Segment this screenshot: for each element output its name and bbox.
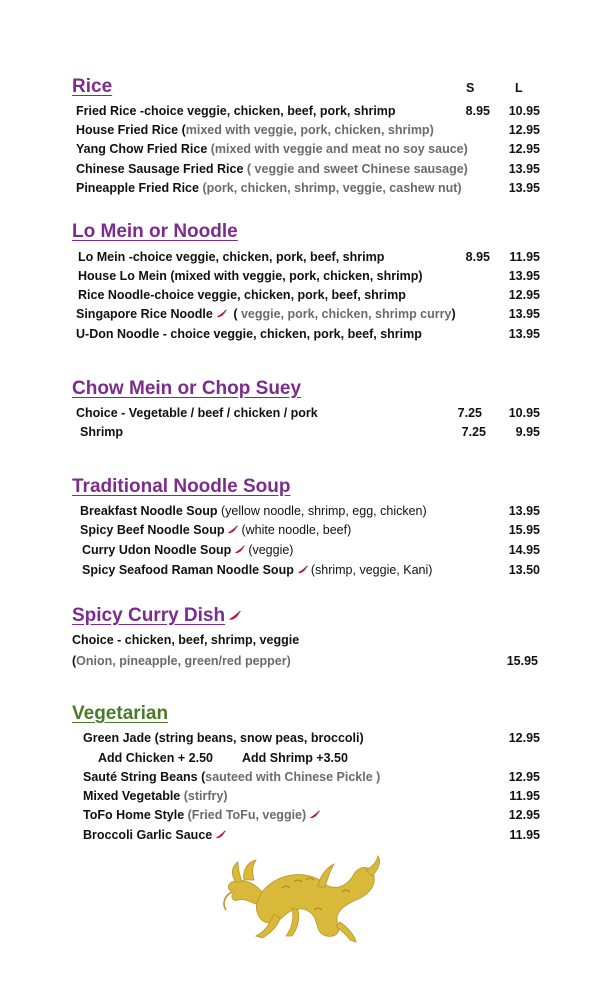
section-title-curry	[72, 605, 244, 627]
menu-item-name: Sauté String Beans (	[83, 770, 206, 784]
menu-item	[76, 123, 434, 137]
menu-item	[82, 543, 293, 557]
price-large: 12.95	[508, 123, 540, 137]
curry-desc	[72, 654, 291, 668]
column-header-large: L	[515, 81, 523, 95]
menu-item-desc: mixed with veggie, pork, chicken, shrimp)	[185, 123, 434, 137]
price-large: 13.95	[508, 162, 540, 176]
menu-item-name: Rice Noodle-choice veggie, chicken, pork, beef, shrimp	[78, 288, 406, 302]
chili-pepper-icon	[309, 810, 320, 820]
section-title-noodle-soup: Traditional Noodle Soup	[72, 476, 291, 497]
menu-item-name: Spicy Seafood Raman Noodle Soup	[82, 563, 294, 577]
menu-item-desc: (shrimp, veggie, Kani)	[310, 563, 433, 577]
menu-item-name: Singapore Rice Noodle	[76, 307, 213, 321]
menu-item-desc: (white noodle, beef)	[241, 523, 352, 537]
paren-close: )	[451, 307, 456, 321]
menu-item	[80, 523, 351, 537]
menu-item-name: Broccoli Garlic Sauce	[83, 828, 213, 842]
price-large: 15.95	[508, 523, 540, 537]
price-large: 13.95	[508, 269, 540, 283]
menu-item-desc: (yellow noodle, shrimp, egg, chicken)	[217, 504, 427, 518]
column-header-small: S	[466, 81, 475, 95]
menu-item-name: Mixed Vegetable	[83, 789, 181, 803]
menu-item-desc: (veggie)	[248, 543, 294, 557]
section-title-vegetarian: Vegetarian	[72, 703, 169, 724]
menu-item	[76, 162, 468, 176]
price-large: 12.95	[508, 142, 540, 156]
menu-item-name: Lo Mein -choice veggie, chicken, pork, beef, shrimp	[78, 250, 385, 264]
price-large: 10.95	[508, 406, 540, 420]
menu-item	[76, 307, 456, 321]
menu-item	[83, 770, 380, 784]
price-large: 9.95	[515, 425, 540, 439]
menu-item-desc: sauteed with Chinese Pickle )	[205, 770, 381, 784]
price-large: 11.95	[509, 789, 540, 803]
menu-item-name: House Fried Rice (	[76, 123, 186, 137]
section-title-text: Spicy Curry Dish	[72, 605, 226, 626]
menu-item-desc: (pork, chicken, shrimp, veggie, cashew nut)	[198, 181, 462, 195]
chili-pepper-icon	[228, 610, 241, 622]
price-large: 14.95	[508, 543, 540, 557]
price-large: 10.95	[508, 104, 540, 118]
menu-item-name: Curry Udon Noodle Soup	[82, 543, 232, 557]
menu-item-name: Spicy Beef Noodle Soup	[80, 523, 225, 537]
price-large: 11.95	[509, 828, 540, 842]
menu-item-name: Choice - Vegetable / beef / chicken / pork	[76, 406, 318, 420]
menu-item-desc: (Fried ToFu, veggie)	[184, 808, 307, 822]
menu-item-name: House Lo Mein (mixed with veggie, pork, chicken, shrimp)	[78, 269, 423, 283]
menu-item-desc: ( veggie and sweet Chinese sausage)	[243, 162, 468, 176]
price-small: 8.95	[465, 104, 490, 118]
paren-open: (	[229, 307, 238, 321]
price-large: 13.95	[508, 327, 540, 341]
price-large: 13.95	[508, 181, 540, 195]
price-large: 12.95	[508, 770, 540, 784]
menu-item	[76, 181, 462, 195]
menu-item-desc: Onion, pineapple, green/red pepper)	[76, 654, 291, 668]
menu-item	[80, 504, 427, 518]
menu-item	[76, 142, 468, 156]
menu-item	[83, 789, 228, 803]
chili-pepper-icon	[216, 309, 227, 319]
chili-pepper-icon	[297, 565, 308, 575]
price-large: 13.95	[508, 307, 540, 321]
menu-item	[83, 828, 229, 842]
price-large: 13.50	[508, 563, 540, 577]
section-title-chow-mein: Chow Mein or Chop Suey	[72, 378, 302, 399]
menu-item-name: U-Don Noodle - choice veggie, chicken, pork, beef, shrimp	[76, 327, 422, 341]
menu-item-desc: veggie, pork, chicken, shrimp curry	[237, 307, 452, 321]
menu-item-name: Breakfast Noodle Soup	[80, 504, 218, 518]
price-large: 12.95	[508, 808, 540, 822]
menu-item-name: Green Jade (string beans, snow peas, broccoli)	[83, 731, 364, 745]
golden-dragon-icon	[222, 852, 382, 944]
price-small: 7.25	[461, 425, 486, 439]
price-large: 12.95	[508, 288, 540, 302]
menu-item	[82, 563, 432, 577]
section-title-rice: Rice	[72, 76, 113, 97]
menu-item-name: Fried Rice -choice veggie, chicken, beef, pork, shrimp	[76, 104, 396, 118]
price-small: 7.25	[457, 406, 482, 420]
menu-item-name: ToFo Home Style	[83, 808, 185, 822]
menu-item-name: Chinese Sausage Fried Rice	[76, 162, 244, 176]
paren-open: (	[72, 654, 77, 668]
menu-item-name: Pineapple Fried Rice	[76, 181, 199, 195]
price-small: 8.95	[465, 250, 490, 264]
section-title-lo-mein: Lo Mein or Noodle	[72, 221, 238, 242]
chili-pepper-icon	[215, 830, 226, 840]
curry-choice: Choice - chicken, beef, shrimp, veggie	[72, 633, 300, 647]
menu-item	[83, 808, 323, 822]
menu-item-name: Yang Chow Fried Rice	[76, 142, 208, 156]
menu-item-desc: (mixed with veggie and meat no soy sauce)	[207, 142, 468, 156]
chili-pepper-icon	[227, 525, 238, 535]
price-large: 13.95	[508, 504, 540, 518]
menu-item-name: Shrimp	[80, 425, 124, 439]
price-large: 11.95	[509, 250, 540, 264]
add-chicken-option: Add Chicken + 2.50	[98, 751, 213, 765]
price-large: 12.95	[508, 731, 540, 745]
price-large: 15.95	[506, 654, 538, 668]
add-shrimp-option: Add Shrimp +3.50	[242, 751, 348, 765]
chili-pepper-icon	[234, 545, 245, 555]
menu-item-desc: (stirfry)	[180, 789, 228, 803]
